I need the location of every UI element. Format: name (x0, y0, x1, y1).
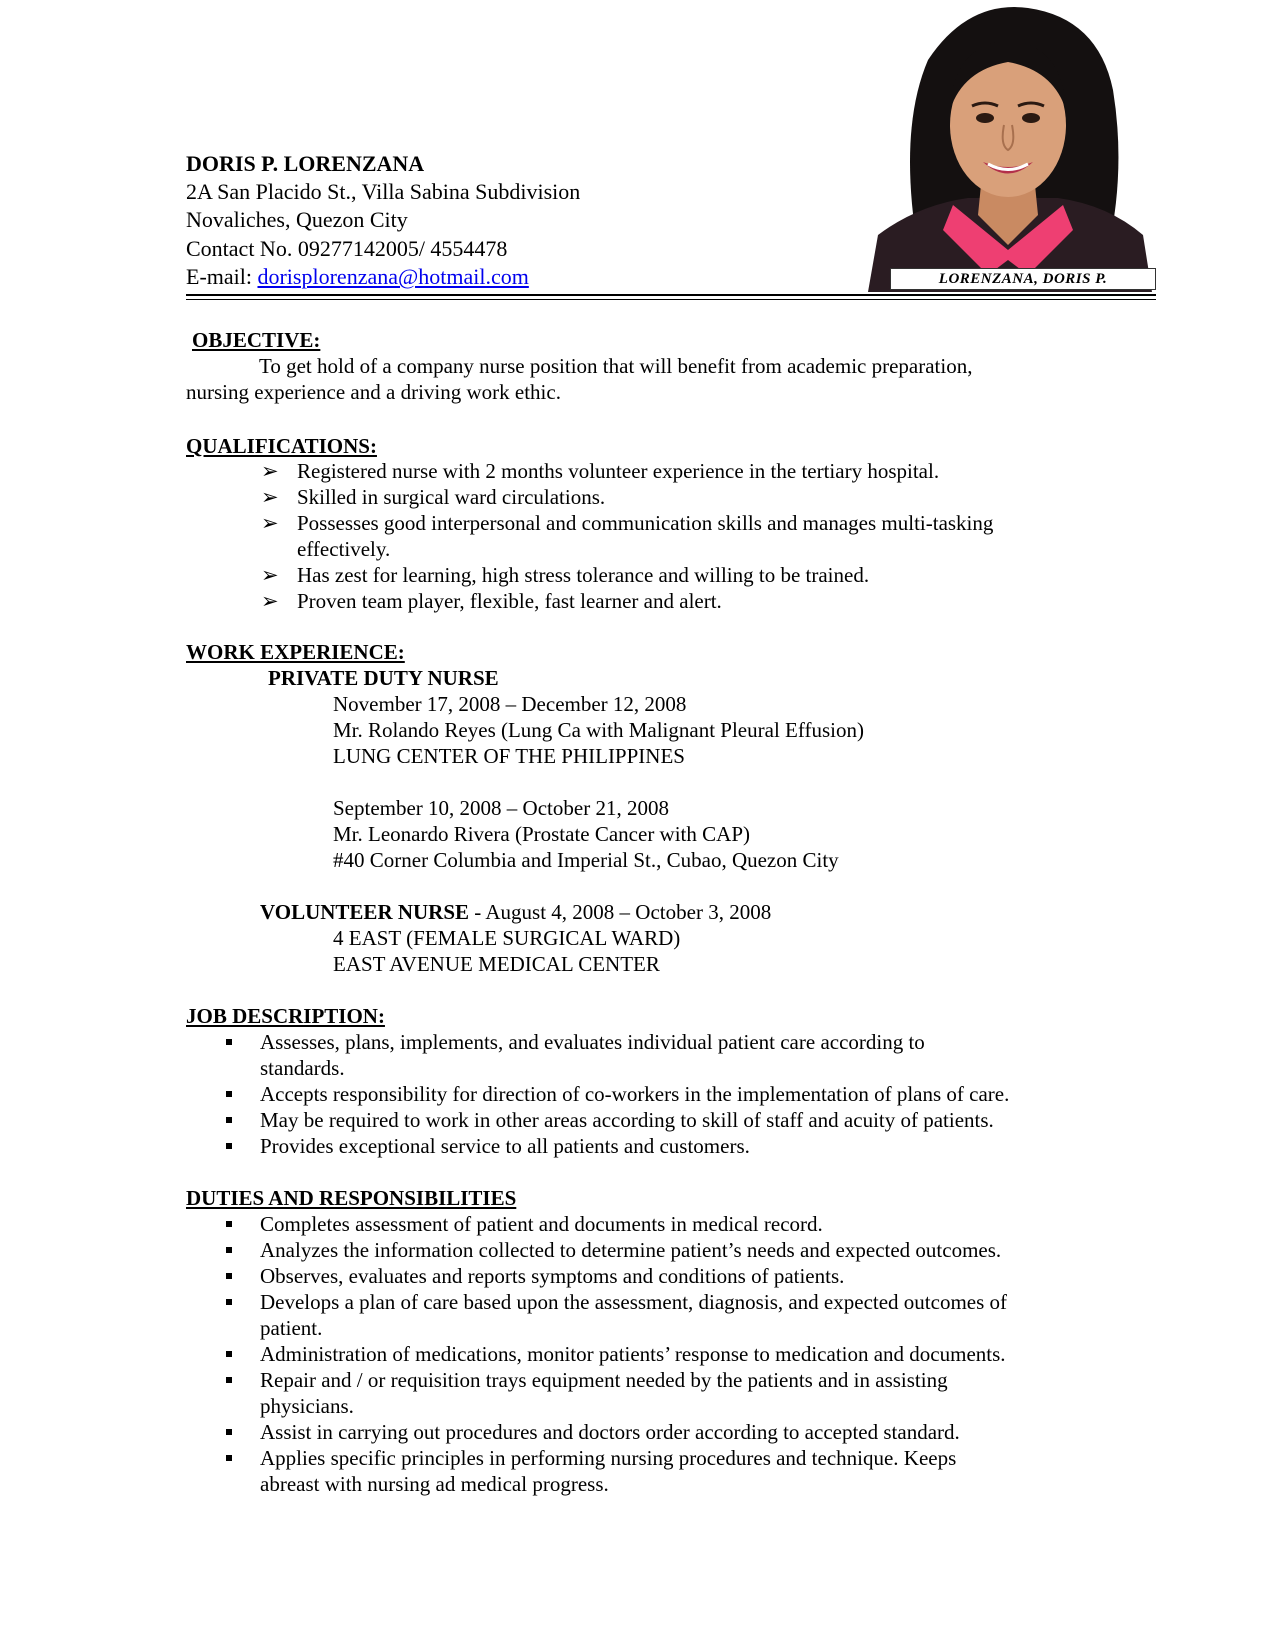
email-label: E-mail: (186, 264, 258, 289)
duties-list (260, 1212, 1100, 1498)
job1-patient: Mr. Rolando Reyes (Lung Ca with Malignant Pleural Effusion) (333, 718, 864, 742)
square-bullet-icon (226, 1091, 232, 1097)
header-divider (186, 294, 1156, 296)
volunteer-title: VOLUNTEER NURSE (260, 900, 470, 924)
email-link[interactable]: dorisplorenzana@hotmail.com (257, 264, 529, 289)
list-item-continued: physicians. (260, 1394, 354, 1418)
square-bullet-icon (226, 1247, 232, 1253)
list-item: ➢ Registered nurse with 2 months volunteer experience in the tertiary hospital. (261, 459, 940, 483)
list-item: ➢ Possesses good interpersonal and communication skills and manages multi-tasking (261, 511, 994, 535)
qualifications-heading: QUALIFICATIONS: (186, 434, 377, 458)
objective-text-line-1: To get hold of a company nurse position that will benefit from academic preparation, (259, 354, 973, 378)
list-item: ➢ Has zest for learning, high stress tolerance and willing to be trained. (261, 563, 870, 587)
list-item: Assist in carrying out procedures and doctors order according to accepted standard. (260, 1420, 1100, 1446)
square-bullet-icon (226, 1273, 232, 1279)
duties-heading: DUTIES AND RESPONSIBILITIES (186, 1186, 517, 1210)
list-item-continued: patient. (260, 1316, 323, 1340)
work-experience-heading: WORK EXPERIENCE: (186, 640, 405, 664)
objective-heading: OBJECTIVE: (192, 328, 321, 352)
square-bullet-icon (226, 1039, 232, 1045)
list-item: Observes, evaluates and reports symptoms and conditions of patients. (260, 1264, 1100, 1290)
private-duty-title: PRIVATE DUTY NURSE (268, 666, 499, 690)
arrow-bullet-icon: ➢ (261, 563, 279, 587)
volunteer-dates: - August 4, 2008 – October 3, 2008 (469, 900, 772, 924)
list-item: Completes assessment of patient and documents in medical record. (260, 1212, 1100, 1238)
square-bullet-icon (226, 1221, 232, 1227)
email-row (186, 263, 580, 291)
list-item: Repair and / or requisition trays equipment needed by the patients and in assisting (260, 1368, 1100, 1394)
objective-text-line-2: nursing experience and a driving work ethic. (186, 380, 561, 404)
square-bullet-icon (226, 1351, 232, 1357)
contact-header (186, 150, 580, 291)
arrow-bullet-icon: ➢ (261, 485, 279, 509)
applicant-photo (858, 0, 1162, 292)
job2-dates: September 10, 2008 – October 21, 2008 (333, 796, 669, 820)
job2-patient: Mr. Leonardo Rivera (Prostate Cancer with CAP) (333, 822, 750, 846)
list-item-continued: abreast with nursing ad medical progress. (260, 1472, 609, 1496)
list-item: Analyzes the information collected to determine patient’s needs and expected outcomes. (260, 1238, 1100, 1264)
contact-number: Contact No. 09277142005/ 4554478 (186, 236, 508, 261)
list-item: ➢ Proven team player, flexible, fast learner and alert. (261, 589, 722, 613)
address-line-1: 2A San Placido St., Villa Sabina Subdivision (186, 179, 581, 204)
list-item: ➢ Skilled in surgical ward circulations. (261, 485, 606, 509)
square-bullet-icon (226, 1117, 232, 1123)
list-item: May be required to work in other areas according to skill of staff and acuity of patients. (260, 1108, 1100, 1134)
job2-place: #40 Corner Columbia and Imperial St., Cubao, Quezon City (333, 848, 839, 872)
applicant-name: DORIS P. LORENZANA (186, 151, 425, 176)
job-description-heading: JOB DESCRIPTION: (186, 1004, 385, 1028)
list-item: Applies specific principles in performing nursing procedures and technique. Keeps (260, 1446, 1100, 1472)
list-item: Accepts responsibility for direction of co-workers in the implementation of plans of care. (260, 1082, 1100, 1108)
job1-place: LUNG CENTER OF THE PHILIPPINES (333, 744, 685, 768)
square-bullet-icon (226, 1143, 232, 1149)
list-item: Assesses, plans, implements, and evaluates individual patient care according to (260, 1030, 1100, 1056)
square-bullet-icon (226, 1299, 232, 1305)
arrow-bullet-icon: ➢ (261, 511, 279, 535)
qualifications-list (261, 459, 1097, 615)
photo-caption: LORENZANA, DORIS P. (890, 268, 1156, 290)
job1-dates: November 17, 2008 – December 12, 2008 (333, 692, 687, 716)
list-item-continued: standards. (260, 1056, 345, 1080)
square-bullet-icon (226, 1429, 232, 1435)
arrow-bullet-icon: ➢ (261, 589, 279, 613)
header-divider-thin (186, 299, 1156, 300)
portrait-image (858, 0, 1162, 292)
arrow-bullet-icon: ➢ (261, 459, 279, 483)
volunteer-row (260, 900, 771, 925)
job-description-list (260, 1030, 1100, 1160)
list-item: Develops a plan of care based upon the assessment, diagnosis, and expected outcomes of (260, 1290, 1100, 1316)
list-item-continued: effectively. (297, 537, 391, 561)
volunteer-place: EAST AVENUE MEDICAL CENTER (333, 952, 660, 976)
volunteer-ward: 4 EAST (FEMALE SURGICAL WARD) (333, 926, 681, 950)
list-item: Provides exceptional service to all patients and customers. (260, 1134, 1100, 1160)
address-line-2: Novaliches, Quezon City (186, 207, 408, 232)
list-item: Administration of medications, monitor patients’ response to medication and documents. (260, 1342, 1100, 1368)
square-bullet-icon (226, 1377, 232, 1383)
square-bullet-icon (226, 1455, 232, 1461)
